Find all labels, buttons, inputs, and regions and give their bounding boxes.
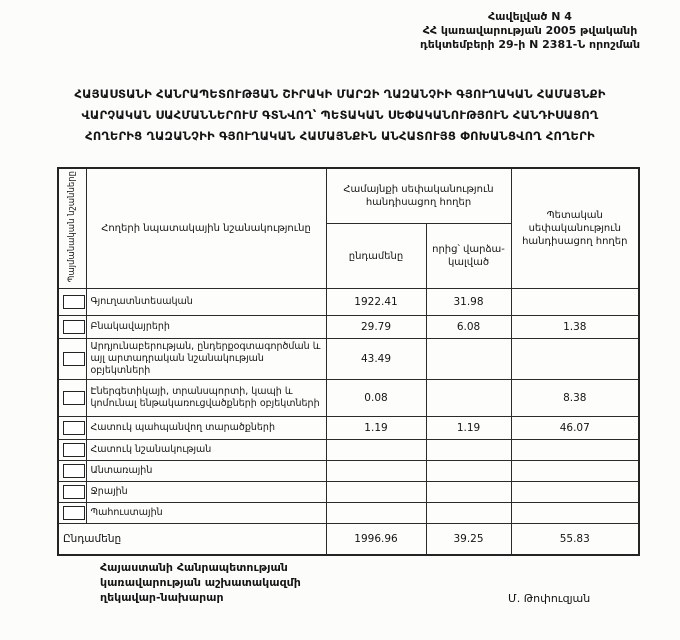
legend-cell	[58, 461, 86, 482]
table-row	[58, 316, 639, 339]
row-total	[326, 482, 426, 503]
legend-cell	[58, 380, 86, 417]
row-label: Էներգետիկայի, տրանսպորտի, կապի և կոմունալ ենթակառուցվածքների օբյեկտների	[86, 380, 326, 417]
footer-line-3: ղեկավար-նախարար	[100, 591, 224, 604]
row-state: 46.07	[511, 417, 639, 440]
column-header-ofwhich: որից՝ վարձա- կալված	[426, 224, 511, 289]
row-ofwhich: 1.19	[426, 417, 511, 440]
row-label: Պահուստային	[86, 503, 326, 524]
row-label: Բնակավայրերի	[86, 316, 326, 339]
legend-box	[63, 421, 85, 435]
row-state	[511, 339, 639, 380]
row-total: 29.79	[326, 316, 426, 339]
row-ofwhich	[426, 503, 511, 524]
footer-line-2: կառավարության աշխատակազմի	[100, 576, 301, 589]
legend-box	[63, 320, 85, 334]
appendix-line-2: ՀՀ կառավարության 2005 թվականի	[422, 24, 638, 37]
row-ofwhich	[426, 380, 511, 417]
legend-cell	[58, 316, 86, 339]
column-header-symbols	[58, 168, 86, 289]
appendix-line-1: Հավելված N 4	[488, 10, 572, 23]
row-label: Հատուկ նշանակության	[86, 440, 326, 461]
signature-name: Մ. Թոփուզյան	[508, 592, 591, 605]
legend-box	[63, 464, 85, 478]
title-line-3: ՀՈՂԵՐԻՑ ՂԱԶԱՆՉԻԻ ԳՅՈՒՂԱԿԱՆ ՀԱՄԱՅՆՔԻՆ ԱՆՀԱՏՈՒՅՑ ՓՈԽԱՆՑՎՈՂ ՀՈՂԵՐԻ	[85, 129, 595, 143]
column-header-total: ընդամենը	[326, 224, 426, 289]
total-total: 1996.96	[326, 524, 426, 556]
legend-box	[63, 443, 85, 457]
table-row	[58, 380, 639, 417]
column-header-state: Պետական սեփականություն հանդիսացող հողեր	[511, 168, 639, 289]
legend-box	[63, 391, 85, 405]
row-total: 43.49	[326, 339, 426, 380]
row-state: 8.38	[511, 380, 639, 417]
row-ofwhich: 31.98	[426, 289, 511, 316]
table-row	[58, 482, 639, 503]
legend-cell	[58, 417, 86, 440]
row-label: Գյուղատնտեսական	[86, 289, 326, 316]
footer-line-1: Հայաստանի Հանրապետության	[100, 561, 288, 574]
symbols-vertical-label: Պայմանական նշանները	[67, 171, 78, 283]
total-ofwhich: 39.25	[426, 524, 511, 556]
row-ofwhich	[426, 440, 511, 461]
row-label: Ջրային	[86, 482, 326, 503]
table-row	[58, 503, 639, 524]
row-state	[511, 503, 639, 524]
row-ofwhich: 6.08	[426, 316, 511, 339]
row-total	[326, 503, 426, 524]
row-total: 1922.41	[326, 289, 426, 316]
table-row	[58, 289, 639, 316]
legend-cell	[58, 440, 86, 461]
row-state: 1.38	[511, 316, 639, 339]
row-total: 0.08	[326, 380, 426, 417]
row-ofwhich	[426, 461, 511, 482]
legend-cell	[58, 339, 86, 380]
table-row	[58, 440, 639, 461]
row-ofwhich	[426, 482, 511, 503]
legend-box	[63, 506, 85, 520]
legend-box	[63, 295, 85, 309]
total-row	[58, 524, 639, 556]
table-row	[58, 417, 639, 440]
row-total: 1.19	[326, 417, 426, 440]
legend-box	[63, 485, 85, 499]
legend-cell	[58, 482, 86, 503]
row-state	[511, 440, 639, 461]
row-total	[326, 461, 426, 482]
total-state: 55.83	[511, 524, 639, 556]
title-line-1: ՀԱՅԱՍՏԱՆԻ ՀԱՆՐԱՊԵՏՈՒԹՅԱՆ ՇԻՐԱԿԻ ՄԱՐԶԻ ՂԱԶԱՆՉԻԻ ԳՅՈՒՂԱԿԱՆ ՀԱՄԱՅՆՔԻ	[74, 87, 606, 101]
column-header-purpose: Հողերի նպատակային նշանակությունը	[86, 168, 326, 289]
row-state	[511, 461, 639, 482]
title-line-2: ՎԱՐՉԱԿԱՆ ՍԱՀՄԱՆՆԵՐՈՒՄ ԳՏՆՎՈՂ՝ ՊԵՏԱԿԱՆ ՍԵՓԱԿԱՆՈՒԹՅՈՒՆ ՀԱՆԴԻՍԱՑՈՂ	[81, 108, 599, 122]
table-row	[58, 461, 639, 482]
legend-cell	[58, 289, 86, 316]
appendix-line-3: դեկտեմբերի 29-ի N 2381-Ն որոշման	[419, 38, 641, 51]
row-total	[326, 440, 426, 461]
legend-box	[63, 352, 85, 366]
table-row	[58, 339, 639, 380]
row-state	[511, 482, 639, 503]
footer-office-block	[100, 560, 301, 605]
column-header-community-group: Համայնքի սեփականություն հանդիսացող հողեր	[326, 168, 511, 224]
legend-cell	[58, 503, 86, 524]
row-state	[511, 289, 639, 316]
row-label: Արդյունաբերության, ընդերքօգտագործման և այլ արտադրական նշանակության օբյեկտների	[86, 339, 326, 380]
row-label: Հատուկ պահպանվող տարածքների	[86, 417, 326, 440]
appendix-header	[400, 10, 660, 52]
land-transfer-table	[57, 167, 640, 556]
document-title	[6, 84, 674, 147]
row-label: Անտառային	[86, 461, 326, 482]
total-label: Ընդամենը	[58, 524, 326, 556]
row-ofwhich	[426, 339, 511, 380]
